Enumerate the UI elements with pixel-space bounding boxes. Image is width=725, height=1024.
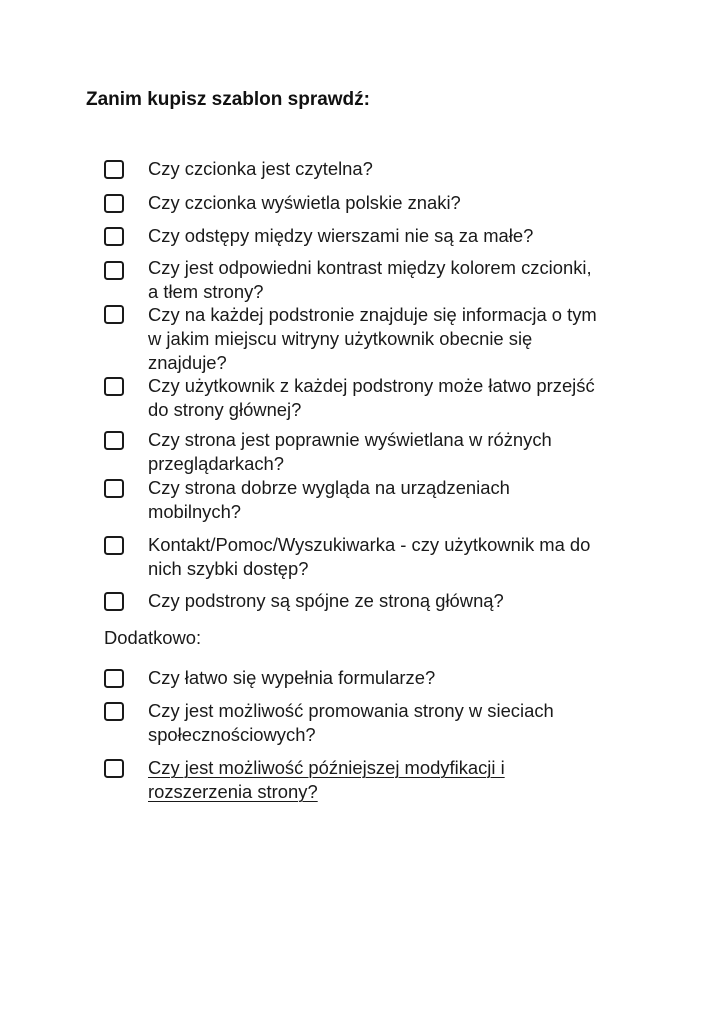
checklist-item-text: Czy podstrony są spójne ze stroną główną? — [148, 590, 504, 611]
checklist-item-text: Czy łatwo się wypełnia formularze? — [148, 667, 436, 688]
page-title: Zanim kupisz szablon sprawdź: — [86, 89, 370, 110]
checklist-item-text: Czy strona dobrze wygląda na urządzeniach mobilnych? — [148, 477, 510, 522]
checkbox-icon[interactable] — [104, 305, 124, 324]
checklist-item-text: Czy użytkownik z każdej podstrony może łatwo przejść do strony głównej? — [148, 375, 595, 420]
checklist-item-text: Czy jest możliwość promowania strony w sieciach społecznościowych? — [148, 700, 554, 745]
checklist-item-text: Czy czcionka wyświetla polskie znaki? — [148, 192, 461, 213]
checklist-item-text: Czy jest możliwość późniejszej modyfikacji i rozszerzenia strony? — [148, 757, 505, 802]
checklist-item-text: Czy na każdej podstronie znajduje się informacja o tym w jakim miejscu witryny użytkownik obecnie się znajduje? — [148, 304, 597, 373]
checkbox-icon[interactable] — [104, 479, 124, 498]
checkbox-icon[interactable] — [104, 227, 124, 246]
checklist-item-text: Czy jest odpowiedni kontrast między kolorem czcionki, a tłem strony? — [148, 257, 592, 302]
checkbox-icon[interactable] — [104, 669, 124, 688]
checkbox-icon[interactable] — [104, 592, 124, 611]
checkbox-icon[interactable] — [104, 759, 124, 778]
checkbox-icon[interactable] — [104, 377, 124, 396]
checkbox-icon[interactable] — [104, 160, 124, 179]
checkbox-icon[interactable] — [104, 194, 124, 213]
checklist-item-text: Kontakt/Pomoc/Wyszukiwarka - czy użytkownik ma do nich szybki dostęp? — [148, 534, 591, 579]
checkbox-icon[interactable] — [104, 261, 124, 280]
checklist-item-text: Czy czcionka jest czytelna? — [148, 158, 373, 179]
checkbox-icon[interactable] — [104, 536, 124, 555]
section-heading-additional: Dodatkowo: — [104, 627, 202, 648]
checklist-item-text: Czy strona jest poprawnie wyświetlana w różnych przeglądarkach? — [148, 429, 552, 474]
checklist-item-text: Czy odstępy między wierszami nie są za małe? — [148, 225, 534, 246]
checkbox-icon[interactable] — [104, 431, 124, 450]
checkbox-icon[interactable] — [104, 702, 124, 721]
